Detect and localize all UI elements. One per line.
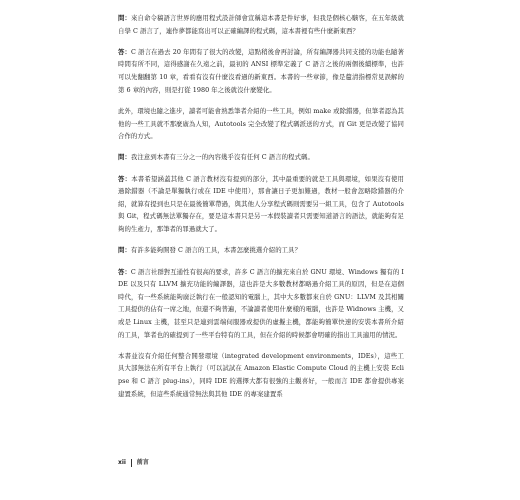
- paragraph-question-1: [118, 12, 404, 37]
- answer-label: 答：: [118, 267, 131, 276]
- page-footer: [118, 458, 149, 468]
- page-body: [118, 12, 404, 409]
- paragraph-body-1: [118, 105, 404, 143]
- question-label: 問：: [118, 14, 132, 22]
- paragraph-answer-2: [118, 173, 404, 236]
- answer-label: 答：: [118, 47, 131, 56]
- question-label: 問：: [118, 246, 131, 255]
- paragraph-text: C 語言社群對互通性有很高的要求，許多 C 語言的擴充來自於 GNU 環境、Windows 獨有的 IDE 以及只有 LLVM 擴充功能的編譯器，這也許是大多數教材都略過介紹工具的原因，但是在這個時代，有一些系統能夠廣泛執行在一般認知的電腦上，其中大多數都來自於 GNU：LLVM 及其相關工具提供的佔有一席之地，但還不夠普遍，不論讀者使用什麼樣的電腦，也許是 Widnows 主機，又或是 Linux 主機，甚至只是連到雲端伺服器或提供的虛擬主機，都能夠簡單快速的安裝本書所介紹的工具，筆者也的確提到了一些平台特有的工具，但在介紹的時候都會明確的指出工具適用的情況。: [118, 267, 404, 339]
- paragraph-text: 本書希望涵蓋其他 C 語言教材沒有提到的部分，其中最重要的就是工具與環境，如果沒有使用過除錯器（不論是單獨執行或在 IDE 中使用），那會讓日子更加難過，教材一般會忽略除錯器的介紹，就算有提到也只是在最後簡單帶過，與其他人分享程式碼則需要另一組工具，包含了 Autotools 與 Git，程式碼無法單獨存在，要是這本書只是另一本假裝讀者只需要知道語言的語法，就能夠有足夠的生產力，那筆者的罪過就大了。: [118, 174, 404, 234]
- paragraph-body-2: [118, 350, 404, 400]
- page-number: xii: [118, 459, 126, 466]
- footer-divider: [131, 459, 132, 467]
- section-title: 前言: [136, 459, 149, 466]
- paragraph-question-3: [118, 244, 404, 257]
- paragraph-text: 有許多能夠開發 C 語言的工具，本書怎麼挑選介紹的工具？: [130, 246, 302, 255]
- paragraph-answer-1: [118, 46, 404, 96]
- paragraph-question-2: [118, 151, 404, 164]
- question-label: 問：: [118, 153, 131, 162]
- answer-label: 答：: [118, 174, 132, 183]
- paragraph-text: 來自命令稿語言世界的應用程式設計師會宣稱這本書是件好事，但我是個核心駭客，在五年級就自學 C 語言了，連作夢都能寫出可以正確編譯的程式碼，這本書裡有些什麼新東西？: [118, 14, 404, 35]
- paragraph-answer-3: [118, 266, 404, 342]
- paragraph-text: 本書並沒有介紹任何整合開發環境（integrated development environments，IDEs），這些工具大部無法在所有平台上執行（可以試試在 Amazon Elastic Compute Cloud 的主機上安裝 Eclipse 和 C 語言 plug-ins），同時 IDE 的選擇大都有很強的主觀喜好，一般而言 IDE 都會提供專案建置系統，但這些系統通常無法與其他 IDE 的專案建置系: [118, 351, 404, 398]
- paragraph-text: 我注意到本書有三分之一的內容幾乎沒有任何 C 語言的程式碼。: [130, 153, 314, 162]
- paragraph-text: C 語言在過去 20 年間有了很大的改變，這點稍後會再討論，所有編譯器共同支援的功能也隨著時間有所不同，這得感謝在久遠之前，最初的 ANSI 標準定義了 C 語言之後的兩個後續標準，也許可以先翻翻第 10 章，看看有沒有什麼沒看過的新東西。本書的一些章節，像是釐清指標常見誤解的第 6 章的內容，則是打從 1980 年之後就沒什麼變化。: [118, 47, 404, 94]
- paragraph-text: 此外，環境也隨之進步，讀者可能會熟悉筆者介紹的一些工具，例如 make 或除錯器，但筆者認為其他的一些工具就不那麼廣為人知，Autotools 完全改變了程式碼派送的方式，而 Git 更是改變了協同合作的方式。: [118, 106, 404, 141]
